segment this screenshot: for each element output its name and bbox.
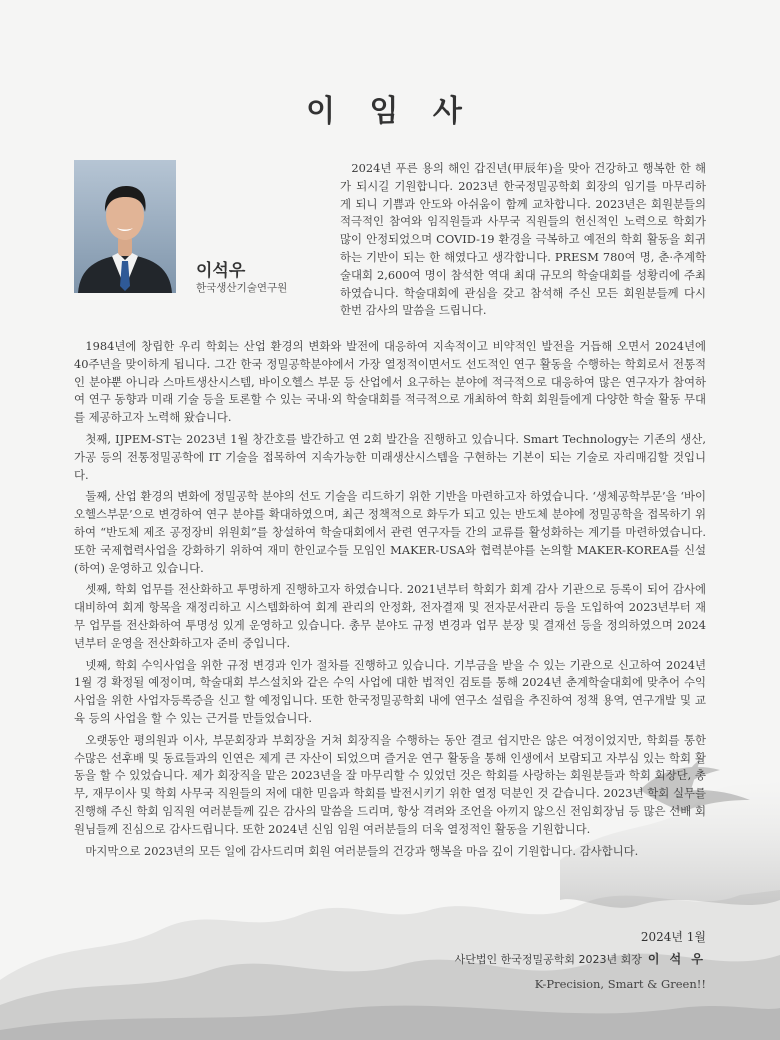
author-name: 이석우 — [196, 261, 246, 281]
paragraph-second: 둘째, 산업 환경의 변화에 정밀공학 분야의 선도 기술을 리드하기 위한 기반을 마련하고자 하였습니다. ‘생체공학부문’을 ‘바이오헬스부문’으로 변경하여 연구 분야를 확대하였으며, 최근 정책적으로 화두가 되고 있는 반도체 분야에 정밀공학을 접목하기 위하여 “반도체 제조 공정장비 위원회”를 창설하여 학술대회에서 관련 연구자들 간의 교류를 활성화하는 계기를 마련하였습니다. 또한 국제협력사업을 강화하기 위하여 재미 한인교수들 모임인 MAKER-USA와 협력분야를 논의할 MAKER-KOREA를 신설(하여) 운영하고 있습니다. — [74, 489, 706, 575]
letter-body — [74, 338, 706, 864]
intro-paragraph: 2024년 푸른 용의 해인 갑진년(甲辰年)을 맞아 건강하고 행복한 한 해가 되시길 기원합니다. 2023년 한국정밀공학회 회장의 임기를 마무리하게 되니 기쁨과 안도와 아쉬움이 함께 교차합니다. 2023년은 회원분들의 적극적인 참여와 임직원들과 사무국 직원들의 헌신적인 노력으로 학회가 많이 안정되었으며 COVID-19 환경을 극복하고 예전의 학회 활동을 회귀하는 기반이 되는 한 해였다고 생각합니다. PRESM 780여 명, 춘·추계학술대회 2,600여 명이 참석한 역대 최대 규모의 학술대회를 성황리에 주최하였습니다. 학술대회에 관심을 갖고 참석해 주신 모든 회원분들께 다시 한번 감사의 말씀을 드립니다. — [340, 161, 706, 318]
author-affiliation: 한국생산기술연구원 — [196, 282, 288, 294]
person-portrait-icon — [74, 160, 176, 293]
portrait-photo — [74, 160, 176, 293]
paragraph-fourth: 넷째, 학회 수익사업을 위한 규정 변경과 인가 절차를 진행하고 있습니다. 기부금을 받을 수 있는 기관으로 신고하여 2024년 1월 경 확정될 예정이며, 학술대회 부스설치와 같은 수익 사업에 대한 법적인 검토를 통해 2024년 춘계학술대회에 맞추어 수익사업을 위한 사업자등록증을 신고 할 예정입니다. 또한 한국정밀공학회 내에 연구소 설립을 추진하여 정책 용역, 연구개발 및 교육 등의 사업을 할 수 있는 근거를 만들었습니다. — [74, 657, 706, 725]
signature-block — [455, 950, 706, 967]
motto: K-Precision, Smart & Green!! — [534, 977, 706, 991]
paragraph-closing: 마지막으로 2023년의 모든 일에 감사드리며 회원 여러분들의 건강과 행복을 마음 깊이 기원합니다. 감사합니다. — [85, 843, 639, 858]
page-title: 이 임 사 — [306, 94, 474, 129]
paragraph-third: 셋째, 학회 업무를 전산화하고 투명하게 진행하고자 하였습니다. 2021년부터 학회가 회계 감사 기관으로 등록이 되어 감사에 대비하여 회계 항목을 재정리하고 시스템화하여 회계 관리의 안정화, 전자결재 및 전자문서관리 등을 도입하여 2023년부터 재무 업무를 전산화하여 투명성 있게 운영하고 있습니다. 총무 분야도 규정 변경과 업무 분장 및 결재선 등을 정의하였으며 2024년부터 운영을 전산화하고자 준비 중입니다. — [74, 582, 706, 650]
signature-name: 이 석 우 — [647, 952, 706, 966]
paragraph-first: 첫째, IJPEM-ST는 2023년 1월 창간호를 발간하고 연 2회 발간을 진행하고 있습니다. Smart Technology는 기존의 생산, 가공 등의 전통정밀공학에 IT 기술을 접목하여 지속가능한 미래생산시스템을 구현하는 기본이 되는 기술로 자리매김할 것입니다. — [74, 431, 706, 482]
signature-org: 사단법인 한국정밀공학회 2023년 회장 — [454, 953, 642, 966]
letter-date: 2024년 1월 — [640, 930, 706, 944]
paragraph-history: 1984년에 창립한 우리 학회는 산업 환경의 변화와 발전에 대응하여 지속적이고 비약적인 발전을 거듭해 오면서 2024년에 40주년을 맞이하게 됩니다. 그간 한국 정밀공학분야에서 가장 열정적이면서도 선도적인 연구 활동을 수행하는 학회로서 전통적인 분야뿐 아니라 스마트생산시스템, 바이오헬스 부문 등 산업에서 요구하는 분야에 적극적으로 대응하여 많은 연구자가 참여하여 연구 동향과 미래 기술 등을 토론할 수 있는 국내·외 학술대회를 적극적으로 개최하여 학회 회원들에게 다양한 학술 활동 무대를 제공하고자 노력해 왔습니다. — [74, 339, 706, 425]
paragraph-gratitude: 오랫동안 평의원과 이사, 부문회장과 부회장을 거쳐 회장직을 수행하는 동안 결코 쉽지만은 않은 여정이었지만, 학회를 통한 수많은 선후배 및 동료들과의 인연은 제게 큰 자산이 되었으며 즐거운 연구 활동을 통해 인생에서 보람되고 자부심 있는 학회 활동을 할 수 있었습니다. 제가 회장직을 맡은 2023년을 잘 마무리할 수 있었던 것은 학회를 사랑하는 회원분들과 학회 회장단, 총무, 재무이사 및 학회 사무국 직원들의 저에 대한 믿음과 학회를 발전시키기 위한 열정 덕분인 것 같습니다. 2023년 학회 실무를 진행해 주신 학회 임직원 여러분들께 깊은 감사의 말씀을 드리며, 항상 격려와 조언을 아끼지 않으신 전임회장님 등 많은 선배 회원님들께 진심으로 감사드립니다. 또한 2024년 신임 임원 여러분들의 더욱 열정적인 활동을 기원합니다. — [74, 732, 706, 836]
